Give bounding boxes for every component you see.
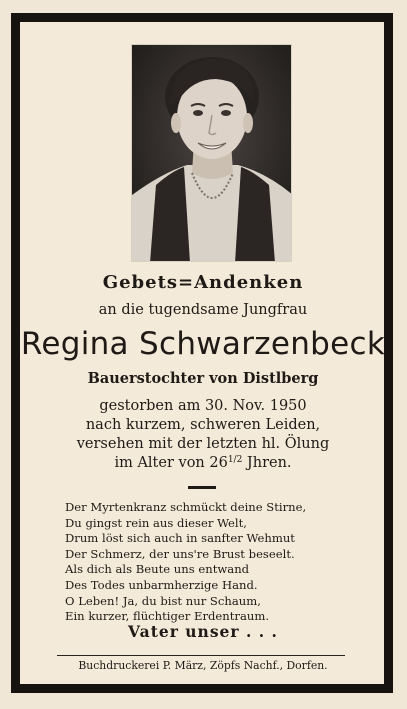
- age-prefix: im Alter von 26: [114, 455, 228, 471]
- poem-line: Du gingst rein aus dieser Welt,: [65, 515, 247, 530]
- memorial-poem: [65, 500, 365, 625]
- poem-line: Des Todes unbarmherzige Hand.: [65, 577, 258, 592]
- poem-line: Der Schmerz, der uns're Brust beseelt.: [65, 546, 295, 561]
- illness-line: nach kurzem, schweren Leiden,: [85, 417, 321, 433]
- section-divider: [188, 486, 216, 489]
- occupation-line: Bauerstochter von Distlberg: [87, 370, 319, 387]
- age-line: [20, 455, 386, 471]
- poem-line: O Leben! Ja, du bist nur Schaum,: [65, 593, 261, 608]
- death-date-line: gestorben am 30. Nov. 1950: [99, 398, 307, 414]
- deceased-name: Regina Schwarzenbeck: [20, 326, 386, 362]
- poem-line: Als dich als Beute uns entwand: [65, 562, 250, 577]
- portrait-photo: [131, 44, 292, 262]
- poem-line: Ein kurzer, flüchtiger Erdentraum.: [65, 609, 270, 624]
- poem-line: Der Myrtenkranz schmückt deine Stirne,: [65, 500, 307, 514]
- card-subtitle: an die tugendsame Jungfrau: [98, 302, 308, 318]
- age-suffix: Jhren.: [242, 455, 292, 471]
- footer-rule: [57, 655, 345, 656]
- prayer-line: Vater unser . . .: [128, 622, 278, 641]
- poem-line: Drum löst sich auch in sanfter Wehmut: [65, 531, 295, 546]
- sacrament-line: versehen mit der letzten hl. Ölung: [76, 436, 330, 452]
- card-heading: Gebets=Andenken: [102, 272, 304, 293]
- printer-credit: Buchdruckerei P. März, Zöpfs Nachf., Dorfen.: [78, 659, 328, 672]
- age-fraction: 1/2: [227, 455, 243, 465]
